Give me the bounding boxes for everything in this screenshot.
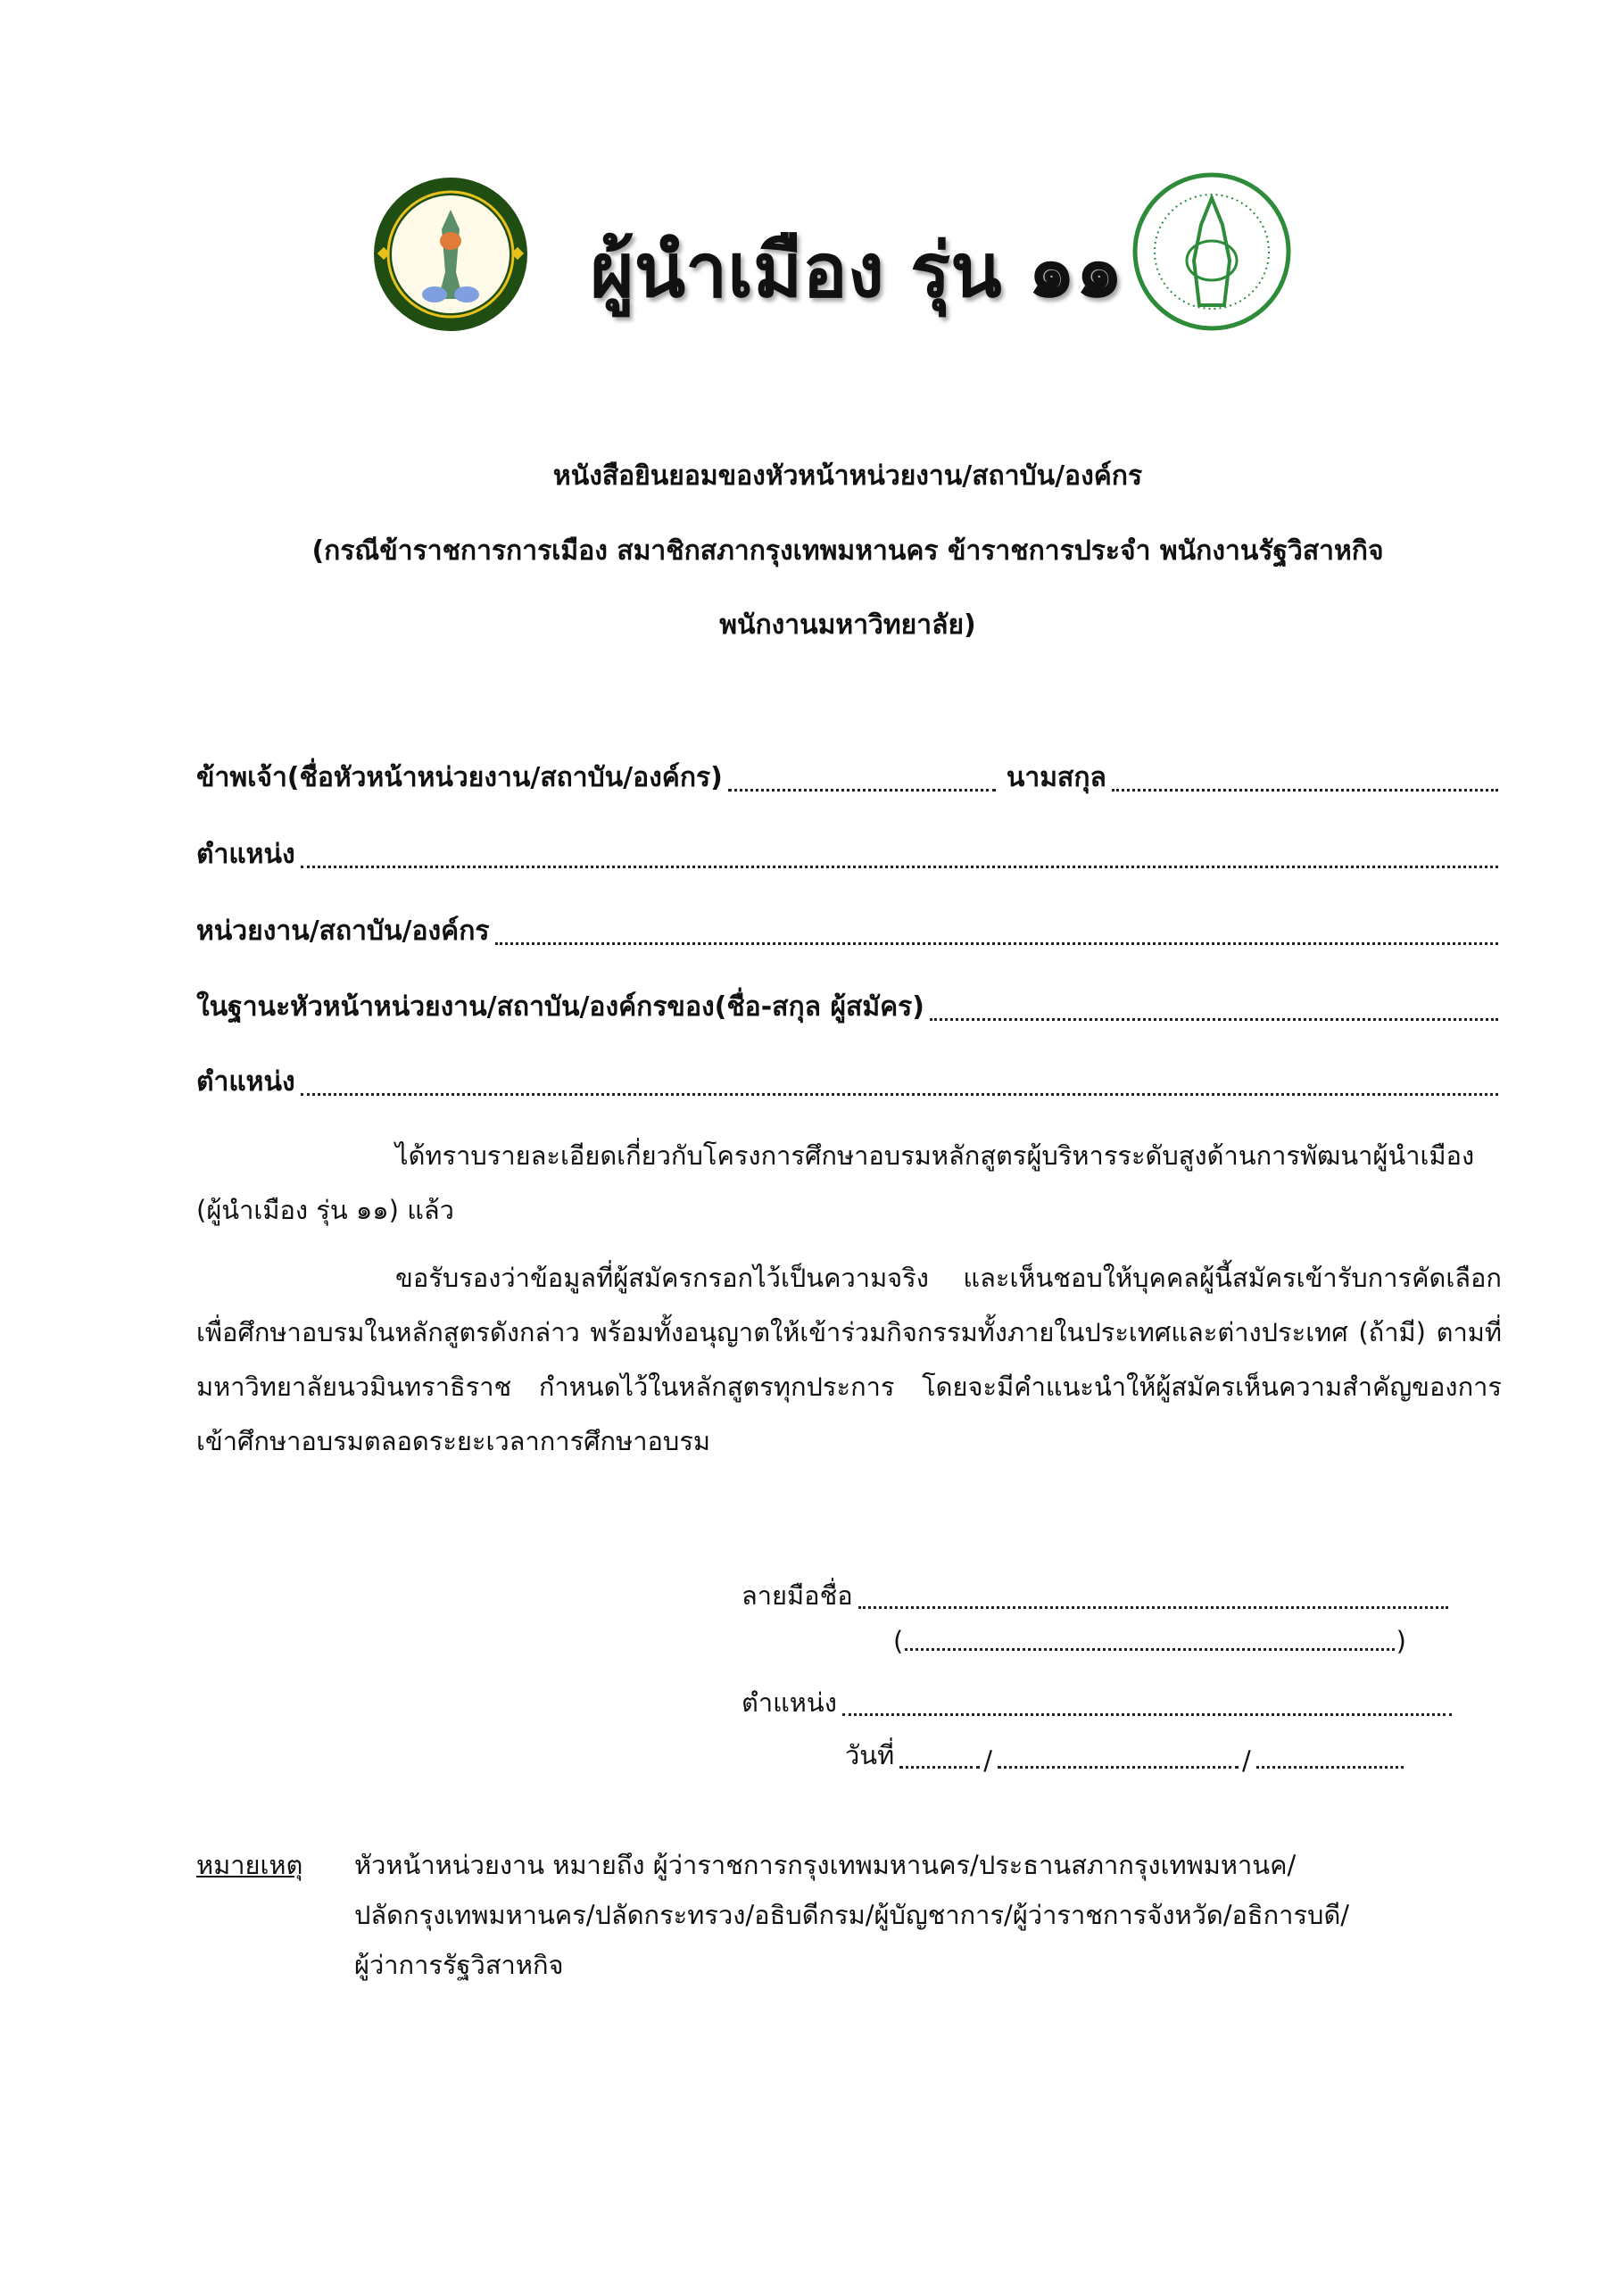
open-paren: ( <box>893 1626 904 1656</box>
day-field[interactable] <box>899 1766 980 1769</box>
name-field[interactable] <box>728 789 996 792</box>
page-title: ผู้นำเมือง รุ่น ๑๑ <box>590 227 1123 314</box>
doc-subheading: (กรณีข้าราชการการเมือง สมาชิกสภากรุงเทพมหานคร ข้าราชการประจำ พนักงานรัฐวิสาหกิจ <box>311 535 1384 567</box>
surname-field[interactable] <box>1112 789 1498 792</box>
signature-field[interactable] <box>858 1606 1448 1609</box>
name-label: ข้าพเจ้า(ชื่อหัวหน้าหน่วยงาน/สถาบัน/องค์กร) <box>196 762 723 793</box>
doc-heading: หนังสือยินยอมของหัวหน้าหน่วยงาน/สถาบัน/องค์กร <box>552 460 1143 492</box>
date-separator: / <box>983 1745 993 1776</box>
position-label: ตำแหน่ง <box>196 839 295 870</box>
position-row <box>196 833 1502 875</box>
paragraph-certify <box>196 1251 1502 1469</box>
signer-position-field[interactable] <box>842 1713 1452 1716</box>
signer-position-row <box>742 1682 1455 1723</box>
note-label: หมายเหตุ <box>196 1850 303 1880</box>
date-row <box>845 1735 1407 1776</box>
name-row <box>196 757 1502 799</box>
note-line: หัวหน้าหน่วยงาน หมายถึง ผู้ว่าราชการกรุงเทพมหานคร/ประธานสภากรุงเทพมหานค/ <box>354 1850 1297 1880</box>
position2-row <box>196 1061 1502 1103</box>
applicant-field[interactable] <box>930 1018 1498 1021</box>
position2-field[interactable] <box>301 1093 1498 1096</box>
signer-position-label: ตำแหน่ง <box>742 1687 837 1718</box>
signature-row <box>742 1575 1452 1616</box>
applicant-label: ในฐานะหัวหน้าหน่วยงาน/สถาบัน/องค์กรของ(ชื่อ-สกุล ผู้สมัคร) <box>196 991 925 1023</box>
org-row <box>196 910 1502 952</box>
surname-label: นามสกุล <box>1006 762 1106 793</box>
paragraph-text: ขอรับรองว่าข้อมูลที่ผู้สมัครกรอกไว้เป็นความจริง และเห็นชอบให้บุคคลผู้นี้สมัครเข้ารับการคัดเลือก เพื่อศึกษาอบรมในหลักสูตรดังกล่าว พร้อมทั้งอนุญาตให้เข้าร่วมกิจกรรมทั้งภายในประเทศและต่างประเทศ (ถ้ามี) ตามที่มหาวิทยาลัยนวมินทราธิราช กำหนดไว้ในหลักสูตรทุกประการ โดยจะมีคำแนะนำให้ผู้สมัครเห็นความสำคัญของการเข้าศึกษาอบรมตลอดระยะเวลาการศึกษาอบรม <box>196 1263 1502 1456</box>
date-separator: / <box>1242 1745 1251 1776</box>
position-field[interactable] <box>301 866 1498 868</box>
month-field[interactable] <box>998 1766 1239 1769</box>
year-field[interactable] <box>1256 1766 1404 1769</box>
org-field[interactable] <box>495 942 1498 945</box>
paragraph-acknowledge <box>196 1129 1502 1238</box>
note-body <box>354 1840 1349 1990</box>
close-paren: ) <box>1396 1626 1406 1656</box>
applicant-row <box>196 986 1502 1028</box>
paragraph-text: ได้ทราบรายละเอียดเกี่ยวกับโครงการศึกษาอบรมหลักสูตรผู้บริหารระดับสูงด้านการพัฒนาผู้นำเมือง (ผู้นำเมือง รุ่น ๑๑) แล้ว <box>196 1140 1475 1225</box>
note-line: ผู้ว่าการรัฐวิสาหกิจ <box>354 1950 564 1980</box>
doc-subheading-cont: พนักงานมหาวิทยาลัย) <box>719 609 976 641</box>
printed-name-field[interactable] <box>905 1648 1394 1651</box>
position2-label: ตำแหน่ง <box>196 1066 295 1098</box>
note-line: ปลัดกรุงเทพมหานคร/ปลัดกระทรวง/อธิบดีกรม/ผู้บัญชาการ/ผู้ว่าราชการจังหวัด/อธิการบดี/ <box>354 1900 1350 1930</box>
printed-name-row <box>893 1626 1406 1656</box>
org-label: หน่วยงาน/สถาบัน/องค์กร <box>196 916 490 947</box>
date-label: วันที่ <box>845 1740 895 1770</box>
signature-label: ลายมือชื่อ <box>742 1580 853 1611</box>
